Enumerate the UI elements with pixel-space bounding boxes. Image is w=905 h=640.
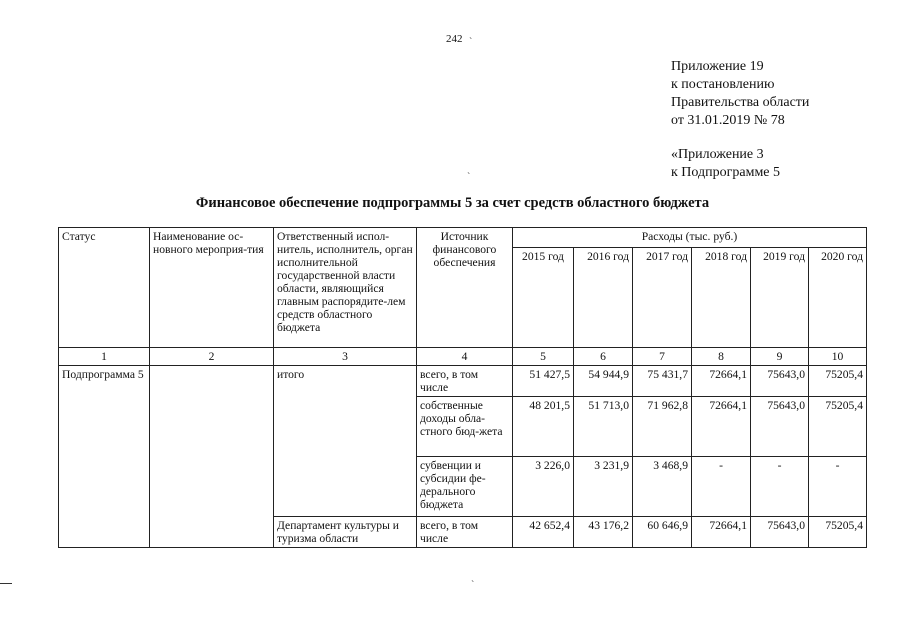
value-cell: - xyxy=(809,457,867,517)
value-cell: 75205,4 xyxy=(809,366,867,397)
header-source: Источник финансового обеспечения xyxy=(417,228,513,348)
index-cell: 4 xyxy=(417,348,513,366)
header-year: 2016 год xyxy=(574,248,633,348)
index-cell: 9 xyxy=(751,348,809,366)
value-cell: 72664,1 xyxy=(692,517,751,548)
header-year: 2020 год xyxy=(809,248,867,348)
value-cell: 54 944,9 xyxy=(574,366,633,397)
header-measure: Наименование ос-новного мероприя-тия xyxy=(150,228,274,348)
header-year: 2015 год xyxy=(513,248,574,348)
value-cell: 3 231,9 xyxy=(574,457,633,517)
value-cell: - xyxy=(751,457,809,517)
value-cell: 75 431,7 xyxy=(633,366,692,397)
source-cell: субвенции и субсидии фе-дерального бюджета xyxy=(417,457,513,517)
value-cell: 51 713,0 xyxy=(574,397,633,457)
header-expenses: Расходы (тыс. руб.) xyxy=(513,228,867,248)
scan-speck: ˋ xyxy=(471,580,475,591)
value-cell: 75205,4 xyxy=(809,397,867,457)
source-cell: всего, в том числе xyxy=(417,366,513,397)
value-cell: 72664,1 xyxy=(692,366,751,397)
index-cell: 6 xyxy=(574,348,633,366)
index-cell: 7 xyxy=(633,348,692,366)
value-cell: 60 646,9 xyxy=(633,517,692,548)
appendix-block xyxy=(671,58,809,130)
budget-table xyxy=(58,227,867,548)
index-cell: 10 xyxy=(809,348,867,366)
index-cell: 3 xyxy=(274,348,417,366)
value-cell: 72664,1 xyxy=(692,397,751,457)
index-row xyxy=(59,348,867,366)
value-cell: 75643,0 xyxy=(751,366,809,397)
value-cell: 75643,0 xyxy=(751,397,809,457)
value-cell: 43 176,2 xyxy=(574,517,633,548)
appendix-sub-block xyxy=(671,146,780,182)
index-cell: 1 xyxy=(59,348,150,366)
header-year: 2019 год xyxy=(751,248,809,348)
value-cell: 75205,4 xyxy=(809,517,867,548)
appendix-line: от 31.01.2019 № 78 xyxy=(671,113,785,128)
header-status: Статус xyxy=(59,228,150,348)
measure-cell xyxy=(150,366,274,548)
value-cell: 48 201,5 xyxy=(513,397,574,457)
header-year: 2017 год xyxy=(633,248,692,348)
appendix-sub-line: к Подпрограмме 5 xyxy=(671,165,781,180)
value-cell: 42 652,4 xyxy=(513,517,574,548)
page-number: 242 xyxy=(446,33,463,45)
scan-speck: ˋ xyxy=(469,37,473,48)
value-cell: 3 226,0 xyxy=(513,457,574,517)
executor-cell: итого xyxy=(274,366,417,517)
executor-cell: Департамент культуры и туризма области xyxy=(274,517,417,548)
scan-speck: ˋ xyxy=(467,172,471,183)
header-executor: Ответственный испол-нитель, исполнитель, орган исполнительной государственной власти области, являющийся главным распорядите-лем средств областного бюджета xyxy=(274,228,417,348)
document-title: Финансовое обеспечение подпрограммы 5 за счет средств областного бюджета xyxy=(195,195,710,211)
appendix-line: Правительства области xyxy=(671,95,810,110)
value-cell: 51 427,5 xyxy=(513,366,574,397)
appendix-line: к постановлению xyxy=(671,77,775,92)
appendix-sub-line: «Приложение 3 xyxy=(671,147,764,162)
header-year: 2018 год xyxy=(692,248,751,348)
value-cell: 71 962,8 xyxy=(633,397,692,457)
index-cell: 2 xyxy=(150,348,274,366)
source-cell: всего, в том числе xyxy=(417,517,513,548)
index-cell: 8 xyxy=(692,348,751,366)
header-row xyxy=(59,228,867,248)
status-cell: Подпрограмма 5 xyxy=(59,366,150,548)
value-cell: 3 468,9 xyxy=(633,457,692,517)
table-row xyxy=(59,366,867,397)
index-cell: 5 xyxy=(513,348,574,366)
appendix-line: Приложение 19 xyxy=(671,59,764,74)
source-cell: собственные доходы обла-стного бюд-жета xyxy=(417,397,513,457)
value-cell: - xyxy=(692,457,751,517)
margin-rule xyxy=(0,583,12,584)
value-cell: 75643,0 xyxy=(751,517,809,548)
